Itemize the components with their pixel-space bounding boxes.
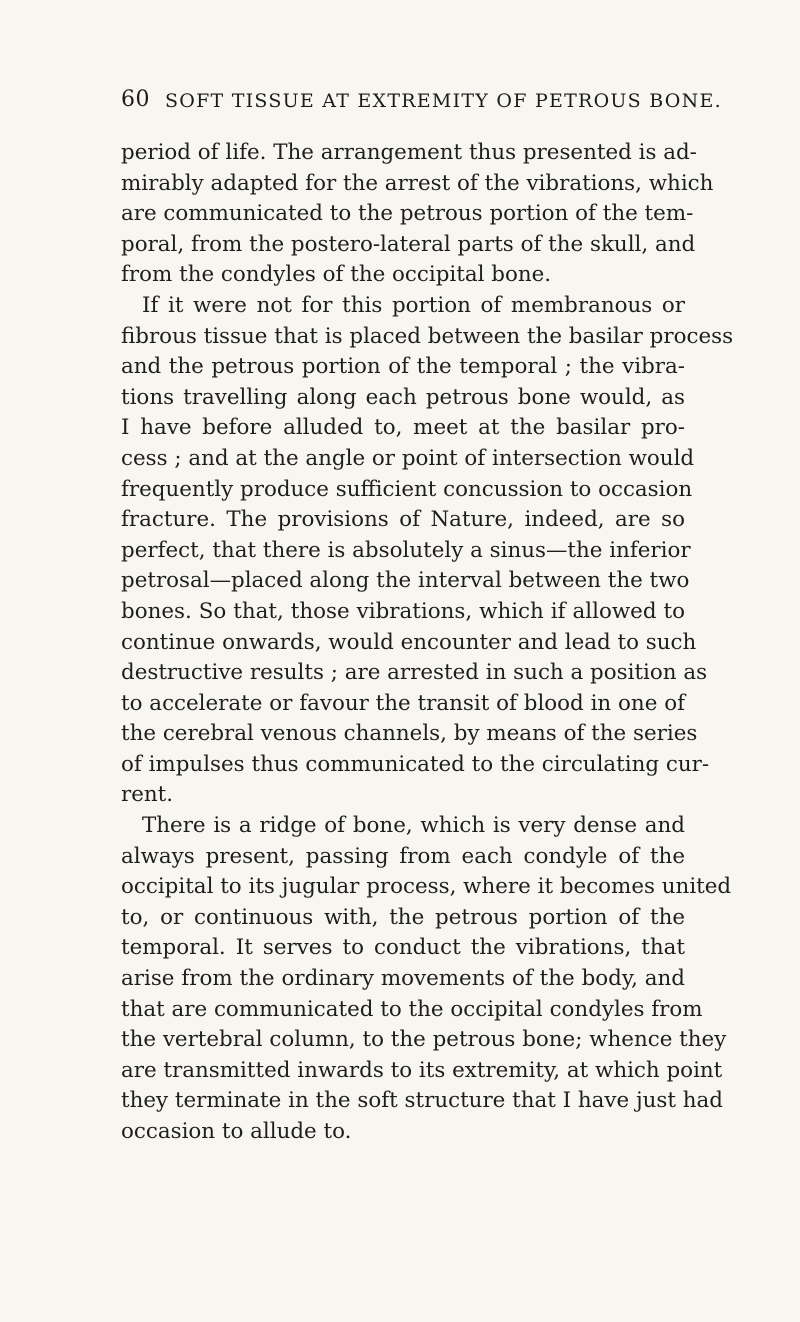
text-line: petrosal—placed along the interval between the two: [121, 568, 690, 594]
text-line: frequently produce sufficient concussion to occasion: [121, 476, 693, 502]
text-line: fracture. The provisions of Nature, indeed, are so: [121, 507, 685, 533]
text-line: that are communicated to the occipital condyles from: [121, 996, 703, 1022]
page-number: 60: [121, 87, 150, 112]
text-line: always present, passing from each condyle of the: [121, 843, 685, 869]
text-line: occasion to allude to.: [121, 1119, 352, 1144]
running-head-title: SOFT TISSUE AT EXTREMITY OF PETROUS BONE.: [165, 90, 722, 112]
body-text: [121, 138, 734, 1148]
text-line: to accelerate or favour the transit of blood in one of: [121, 690, 685, 716]
text-line: to, or continuous with, the petrous portion of the: [121, 904, 685, 930]
text-line: they terminate in the soft structure that I have just had: [121, 1088, 723, 1114]
text-line: arise from the ordinary movements of the body, and: [121, 966, 685, 992]
text-line: are communicated to the petrous portion of the tem-: [121, 201, 694, 227]
text-line: and the petrous portion of the temporal ; the vibra-: [121, 354, 685, 380]
text-line: There is a ridge of bone, which is very dense and: [142, 813, 685, 839]
text-line: the vertebral column, to the petrous bone; whence they: [121, 1027, 727, 1053]
text-line: tions travelling along each petrous bone would, as: [121, 384, 685, 410]
text-line: continue onwards, would encounter and lead to such: [121, 629, 697, 655]
text-line: destructive results ; are arrested in such a position as: [121, 660, 708, 686]
text-line: I have before alluded to, meet at the basilar pro-: [121, 415, 685, 441]
text-line: period of life. The arrangement thus presented is ad-: [121, 140, 697, 165]
text-line: the cerebral venous channels, by means of the series: [121, 721, 698, 747]
text-line: poral, from the postero-lateral parts of the skull, and: [121, 231, 696, 257]
text-line: perfect, that there is absolutely a sinus—the inferior: [121, 537, 691, 563]
running-head: [0, 86, 800, 116]
text-line: occipital to its jugular process, where it becomes united: [121, 874, 732, 900]
text-line: bones. So that, those vibrations, which if allowed to: [121, 598, 685, 624]
text-line: mirably adapted for the arrest of the vibrations, which: [121, 170, 714, 196]
text-line: are transmitted inwards to its extremity, at which point: [121, 1057, 723, 1083]
text-line: rent.: [121, 782, 174, 808]
text-line: fibrous tissue that is placed between the basilar process: [121, 323, 734, 349]
text-line: temporal. It serves to conduct the vibrations, that: [121, 935, 685, 961]
text-line: cess ; and at the angle or point of intersection would: [121, 445, 695, 471]
text-line: of impulses thus communicated to the circulating cur-: [121, 751, 710, 777]
text-line: from the condyles of the occipital bone.: [121, 262, 552, 288]
text-line: If it were not for this portion of membranous or: [142, 292, 685, 318]
